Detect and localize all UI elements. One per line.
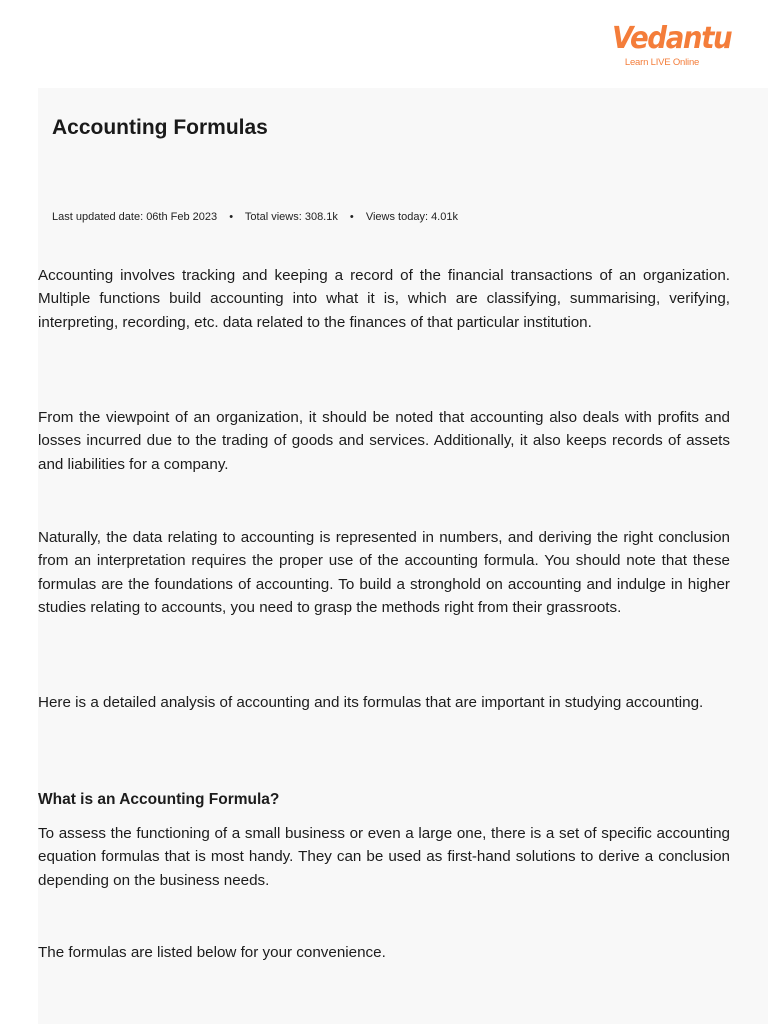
last-updated-date: Last updated date: 06th Feb 2023 xyxy=(52,211,218,223)
paragraph-formulas-listed: The formulas are listed below for your convenience. xyxy=(38,944,386,961)
logo-wordmark: Vedantu xyxy=(612,21,732,56)
logo-tagline: Learn LIVE Online xyxy=(624,57,700,68)
views-today: Views today: 4.01k xyxy=(365,211,458,223)
section-heading: What is an Accounting Formula? xyxy=(38,791,280,808)
paragraph-assess: To assess the functioning of a small business or even a large one, there is a set of specific accounting equation formulas that is most handy. They can be used as first-hand solutions to derive a conclusion depending on the business needs. xyxy=(38,825,730,889)
meta-separator: • xyxy=(229,211,234,223)
article-meta xyxy=(52,209,458,225)
paragraph-numbers: Naturally, the data relating to accounting is represented in numbers, and deriving the right conclusion from an interpretation requires the proper use of the accounting formula. You should note that these formulas are the foundations of accounting. To build a stronghold on accounting and indulge in higher studies relating to accounts, you need to grasp the methods right from their grassroots. xyxy=(38,529,730,616)
vedantu-logo[interactable] xyxy=(612,21,732,72)
total-views: Total views: 308.1k xyxy=(244,211,338,223)
meta-separator: • xyxy=(349,211,354,223)
page-title: Accounting Formulas xyxy=(52,116,268,139)
paragraph-analysis: Here is a detailed analysis of accounting and its formulas that are important in studying accounting. xyxy=(38,694,704,711)
paragraph-organization: From the viewpoint of an organization, it should be noted that accounting also deals with profits and losses incurred due to the trading of goods and services. Additionally, it also keeps records of assets and liabilities for a company. xyxy=(38,409,730,473)
article-body xyxy=(38,264,730,961)
paragraph-intro: Accounting involves tracking and keeping a record of the financial transactions of an organization. Multiple functions build accounting into what it is, which are classifying, summarising, verifying, interpreting, recording, etc. data related to the finances of that particular institution. xyxy=(38,267,730,331)
